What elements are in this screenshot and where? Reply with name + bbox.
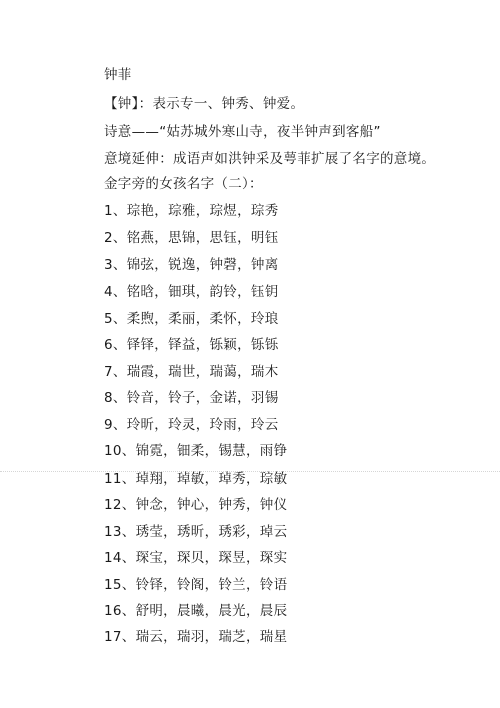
- list-item: 11、琸翔，琸敏，琸秀，琮敏: [104, 471, 288, 487]
- poetic-meaning: 诗意——“姑苏城外寒山寺，夜半钟声到客船”: [104, 124, 381, 140]
- list-item: 12、钟念，钟心，钟秀，钟仪: [104, 497, 288, 513]
- list-item: 15、铃铎，铃阁，铃兰，铃语: [104, 577, 288, 593]
- list-item: 2、铭燕，思锦，思钰，明钰: [104, 230, 279, 246]
- list-item: 17、瑞云，瑞羽，瑞芝，瑞星: [104, 629, 288, 645]
- list-item: 1、琮艳，琮雅，琮煜，琮秀: [104, 203, 279, 219]
- section-heading: 金字旁的女孩名字（二）：: [104, 176, 263, 192]
- name-title: 钟菲: [104, 67, 132, 83]
- list-item: 8、铃音，铃子，金诺，羽锡: [104, 390, 279, 406]
- list-item: 5、柔煦，柔丽，柔怀，玲琅: [104, 311, 279, 327]
- list-item: 16、舒明，晨曦，晨光，晨辰: [104, 603, 288, 619]
- list-item: 7、瑞霞，瑞世，瑞蔼，瑞木: [104, 364, 279, 380]
- list-item: 14、琛宝，琛贝，琛昱，琛实: [104, 550, 288, 566]
- list-item: 10、锦霓，钿柔，锡慧，雨铮: [104, 443, 288, 459]
- character-meaning: 【钟】：表示专一、钟秀、钟爱。: [104, 96, 305, 112]
- list-item: 3、锦弦，锐逸，钟磬，钟离: [104, 257, 279, 273]
- list-item: 4、铭晗，钿琪，韵铃，钰钥: [104, 284, 279, 300]
- meaning-extension: 意境延伸：成语声如洪钟采及萼菲扩展了名字的意境。: [104, 151, 436, 167]
- list-item: 13、琇莹，琇昕，琇彩，琸云: [104, 524, 288, 540]
- list-item: 6、铎铎，铎益，铄颖，铄铄: [104, 337, 279, 353]
- list-item: 9、玲昕，玲灵，玲雨，玲云: [104, 417, 279, 433]
